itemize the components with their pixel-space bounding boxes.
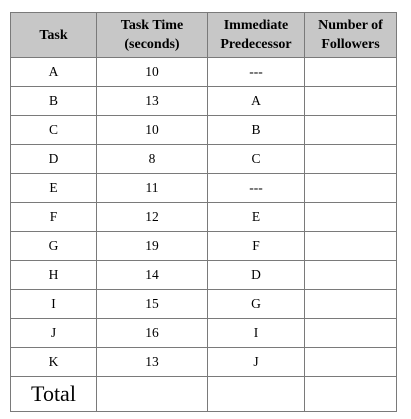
predecessor-cell: A (208, 87, 305, 116)
followers-cell (305, 203, 397, 232)
predecessor-cell: --- (208, 174, 305, 203)
task-cell: B (11, 87, 97, 116)
task-cell: D (11, 145, 97, 174)
task-cell: A (11, 58, 97, 87)
total-predecessor-cell (208, 377, 305, 412)
total-row (11, 377, 397, 412)
followers-cell (305, 348, 397, 377)
followers-cell (305, 174, 397, 203)
task-time-cell: 12 (97, 203, 208, 232)
task-time-cell: 10 (97, 116, 208, 145)
predecessor-cell: F (208, 232, 305, 261)
task-time-cell: 13 (97, 87, 208, 116)
header-immediate-predecessor: Immediate Predecessor (208, 13, 305, 58)
task-table (10, 12, 397, 412)
task-time-cell: 16 (97, 319, 208, 348)
predecessor-cell: J (208, 348, 305, 377)
task-cell: C (11, 116, 97, 145)
followers-cell (305, 232, 397, 261)
predecessor-cell: C (208, 145, 305, 174)
task-cell: J (11, 319, 97, 348)
task-time-cell: 8 (97, 145, 208, 174)
task-cell: I (11, 290, 97, 319)
task-time-cell: 13 (97, 348, 208, 377)
task-time-cell: 19 (97, 232, 208, 261)
table-body (11, 58, 397, 377)
followers-cell (305, 261, 397, 290)
table-row (11, 116, 397, 145)
table-header-row (11, 13, 397, 58)
task-time-cell: 14 (97, 261, 208, 290)
task-time-cell: 11 (97, 174, 208, 203)
predecessor-cell: I (208, 319, 305, 348)
total-time-cell (97, 377, 208, 412)
task-cell: K (11, 348, 97, 377)
task-cell: F (11, 203, 97, 232)
table-row (11, 232, 397, 261)
table-row (11, 261, 397, 290)
total-label: Total (11, 377, 97, 412)
header-number-of-followers: Number of Followers (305, 13, 397, 58)
followers-cell (305, 290, 397, 319)
table-row (11, 87, 397, 116)
task-time-cell: 15 (97, 290, 208, 319)
followers-cell (305, 58, 397, 87)
followers-cell (305, 145, 397, 174)
task-cell: E (11, 174, 97, 203)
table-row (11, 319, 397, 348)
task-cell: H (11, 261, 97, 290)
predecessor-cell: E (208, 203, 305, 232)
followers-cell (305, 116, 397, 145)
followers-cell (305, 87, 397, 116)
total-followers-cell (305, 377, 397, 412)
predecessor-cell: G (208, 290, 305, 319)
header-task: Task (11, 13, 97, 58)
predecessor-cell: D (208, 261, 305, 290)
table-row (11, 174, 397, 203)
table-row (11, 145, 397, 174)
table-row (11, 203, 397, 232)
task-time-cell: 10 (97, 58, 208, 87)
followers-cell (305, 319, 397, 348)
task-cell: G (11, 232, 97, 261)
header-task-time: Task Time (seconds) (97, 13, 208, 58)
predecessor-cell: --- (208, 58, 305, 87)
table-row (11, 348, 397, 377)
predecessor-cell: B (208, 116, 305, 145)
table-row (11, 58, 397, 87)
table-row (11, 290, 397, 319)
